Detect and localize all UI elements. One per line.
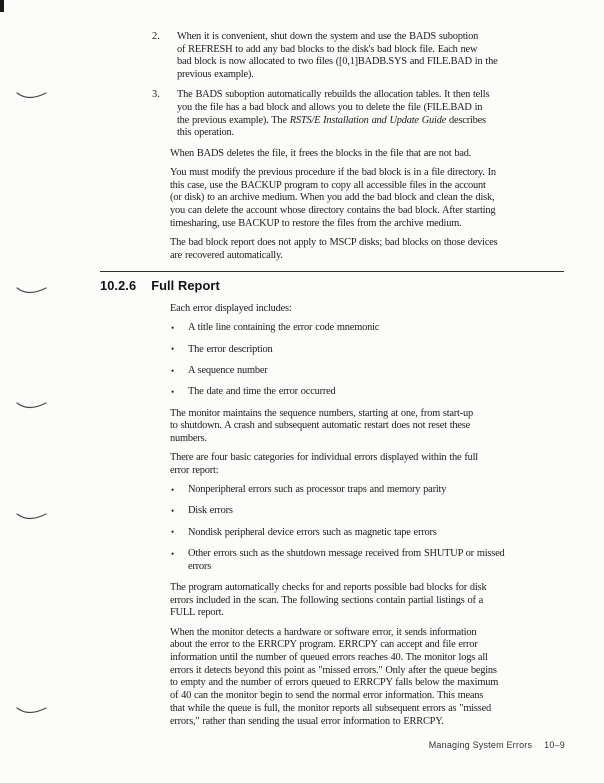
scan-corner-mark-icon <box>0 0 4 12</box>
text-line: error report: <box>170 464 219 476</box>
text-line: You must modify the previous procedure if the bad block is in a file directory. In <box>170 166 496 178</box>
bullet-list <box>170 484 570 573</box>
paragraph <box>170 452 570 477</box>
text-line: information until the number of queued errors reaches 40. The monitor logs all <box>170 652 488 664</box>
binding-mark-icon <box>16 703 48 714</box>
page-body <box>100 31 570 735</box>
bullet-icon: • <box>171 548 175 559</box>
footer-chapter-title: Managing System Errors <box>428 740 533 750</box>
text-line: When it is convenient, shut down the system and use the BADS suboption <box>177 31 479 42</box>
text-line <box>177 115 570 128</box>
bullet-icon: • <box>171 344 175 355</box>
section-heading <box>100 279 570 293</box>
text-line: to empty and the number of errors queued to ERRCPY falls below the maximum <box>170 677 499 689</box>
text-line: The BADS suboption automatically rebuilds the allocation tables. It then tells <box>177 89 490 101</box>
text-line: Disk errors <box>188 505 233 517</box>
text-line: A sequence number <box>188 365 268 377</box>
paragraph <box>170 408 570 446</box>
paragraph <box>170 582 570 620</box>
paragraph <box>170 167 570 231</box>
text-line: The program automatically checks for and reports possible bad blocks for disk <box>170 582 487 594</box>
bullet-icon: • <box>171 505 175 516</box>
text-line: FULL report. <box>170 607 224 619</box>
binding-mark-icon <box>16 88 48 99</box>
text-line: The bad block report does not apply to MSCP disks; bad blocks on those devices <box>170 236 498 248</box>
bullet-icon: • <box>171 386 175 397</box>
text-line: this operation. <box>177 127 234 139</box>
bullet-list-item <box>170 527 570 540</box>
bullet-list <box>170 322 570 399</box>
binding-mark-icon <box>16 283 48 294</box>
text-line: errors," rather than sending the usual error information to ERRCPY. <box>170 715 444 727</box>
text-line: A title line containing the error code mnemonic <box>188 322 380 334</box>
text-line: previous example). <box>177 69 254 81</box>
bullet-icon: • <box>171 527 175 538</box>
bullet-list-item <box>170 344 570 357</box>
paragraph <box>170 148 570 161</box>
bullet-list-item <box>170 365 570 378</box>
binding-mark-icon <box>16 509 48 520</box>
text-line: errors it detects beyond this point as "missed errors." Only after the queue begins <box>170 664 497 676</box>
binding-mark-icon <box>16 398 48 409</box>
bullet-icon: • <box>171 322 175 333</box>
bullet-list-item <box>170 386 570 399</box>
numbered-list-item <box>152 31 570 82</box>
text-line: The date and time the error occurred <box>188 386 336 398</box>
bullet-icon: • <box>171 484 175 495</box>
text-line: of REFRESH to add any bad blocks to the disk's bad block file. Each new <box>177 43 478 55</box>
text-line: When BADS deletes the file, it frees the blocks in the file that are not bad. <box>170 147 472 159</box>
text-line: When the monitor detects a hardware or software error, it sends information <box>170 626 477 638</box>
numbered-list-item <box>152 89 570 140</box>
text-line: that while the queue is full, the monitor reports all subsequent errors as "missed <box>170 702 491 714</box>
text-line: The error description <box>188 343 273 355</box>
text-line: The monitor maintains the sequence numbers, starting at one, from start-up <box>170 407 473 419</box>
section-divider-rule <box>100 271 564 272</box>
text-line: There are four basic categories for individual errors displayed within the full <box>170 452 478 464</box>
text-line: errors included in the scan. The following sections contain partial listings of a <box>170 594 484 606</box>
text-line: you the file has a bad block and allows you to delete the file (FILE.BAD in <box>177 102 483 114</box>
text-line: of 40 can the monitor begin to send the normal error information. This means <box>170 690 484 702</box>
text-line: to shutdown. A crash and subsequent automatic restart does not reset these <box>170 420 471 432</box>
italic-book-title: RSTS/E Installation and Update Guide <box>289 114 447 126</box>
paragraph <box>170 303 570 316</box>
bullet-icon: • <box>171 365 175 376</box>
text-line: you can delete the account whose directory contains the bad block. After starting <box>170 204 496 216</box>
page-footer <box>429 740 565 750</box>
text-line: Each error displayed includes: <box>170 303 292 315</box>
section-number: 10.2.6 <box>100 278 137 294</box>
text-line: Nonperipheral errors such as processor traps and memory parity <box>188 484 447 496</box>
list-number: 2. <box>152 31 160 42</box>
bullet-list-item <box>170 548 570 573</box>
text-line: errors <box>188 560 212 572</box>
text-line: timesharing, use BACKUP to restore the files from the archive medium. <box>170 217 462 229</box>
paragraph <box>170 237 570 262</box>
text-line: numbers. <box>170 433 207 445</box>
footer-page-number: 10–9 <box>544 740 565 750</box>
text-line: about the error to the ERRCPY program. ERRCPY can accept and file error <box>170 639 478 651</box>
text-segment: the previous example). The <box>177 114 290 126</box>
text-line: Nondisk peripheral device errors such as magnetic tape errors <box>188 526 437 538</box>
bullet-list-item <box>170 505 570 518</box>
text-line: bad block is now allocated to two files ([0,1]BADB.SYS and FILE.BAD in the <box>177 56 498 68</box>
paragraph <box>170 627 570 729</box>
list-number: 3. <box>152 89 160 101</box>
text-line: Other errors such as the shutdown message received from SHUTUP or missed <box>188 548 505 560</box>
bullet-list-item <box>170 322 570 335</box>
text-line: are recovered automatically. <box>170 249 283 261</box>
section-title: Full Report <box>151 278 220 294</box>
text-segment: describes <box>446 114 486 126</box>
text-line: (or disk) to an archive medium. When you add the bad block and clean the disk, <box>170 192 495 204</box>
text-line: this case, use the BACKUP program to copy all accessible files in the account <box>170 179 486 191</box>
bullet-list-item <box>170 484 570 497</box>
